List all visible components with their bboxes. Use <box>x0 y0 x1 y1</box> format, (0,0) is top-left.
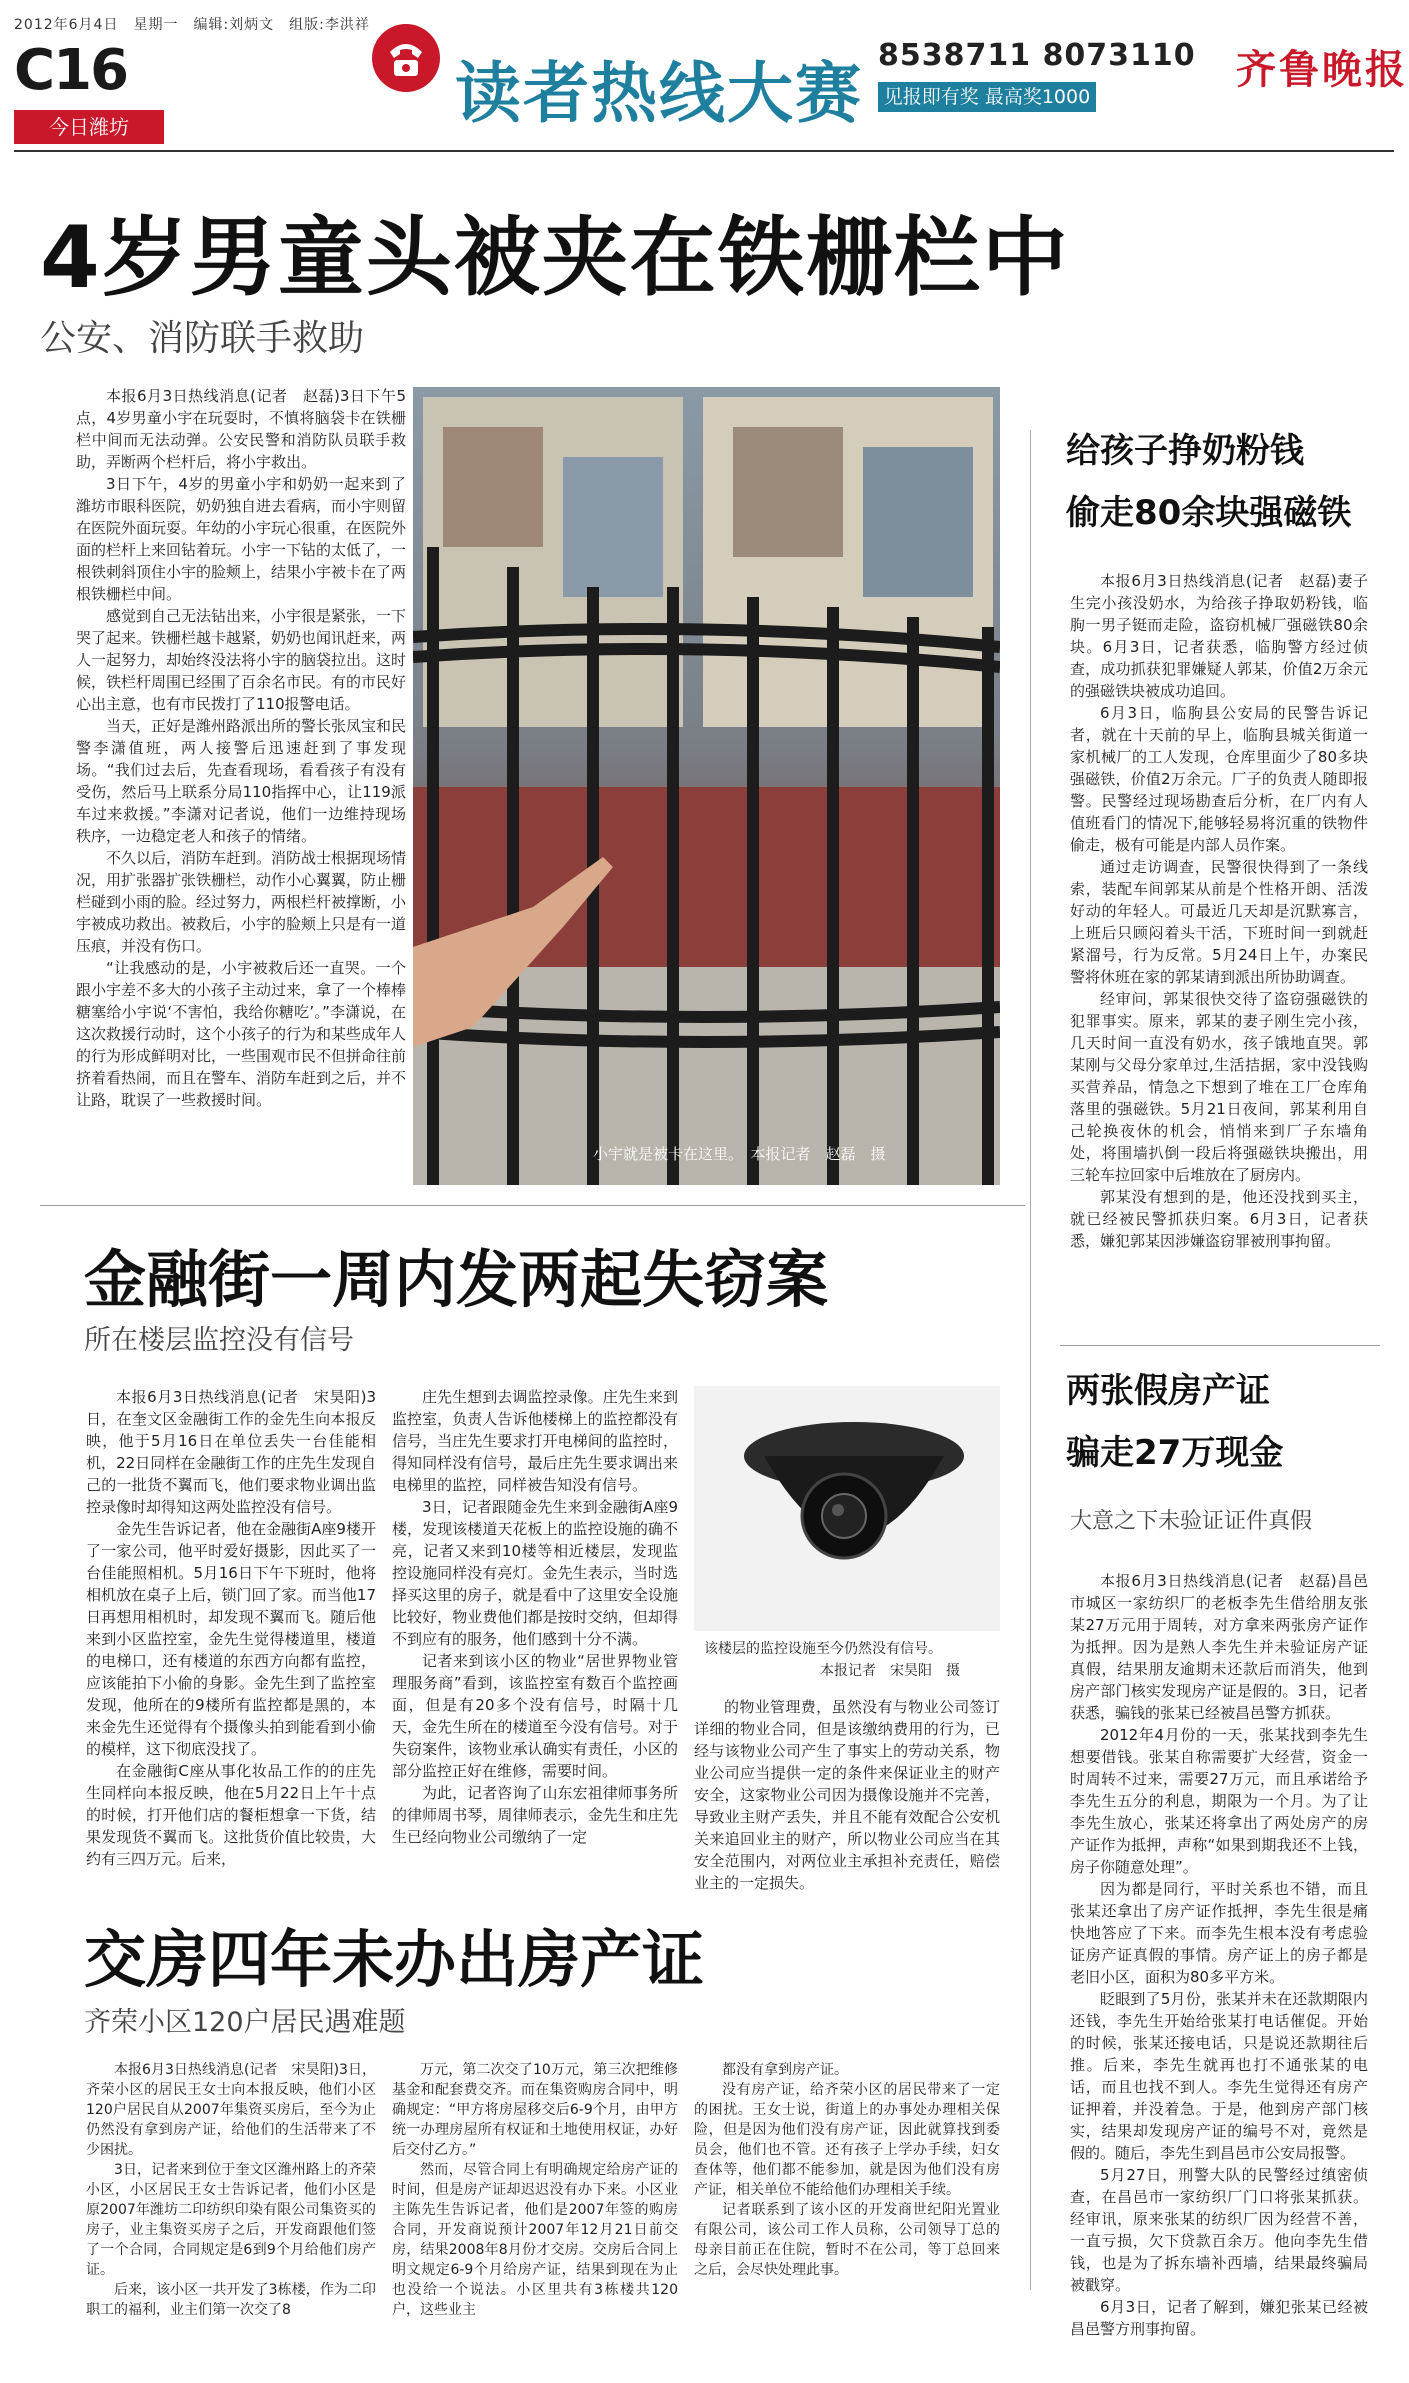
story2-paragraph: 本报6月3日热线消息(记者 宋昊阳)3日，在奎文区金融街工作的金先生向本报反映，他于5月16日在单位丢失一台佳能相机，22日同样在金融街工作的庄先生发现自己的一批货不翼而飞，他们要求物业调出监控录像时却得知这两处监控没有信号。 <box>86 1388 376 1516</box>
side1-paragraph: 通过走访调查，民警很快得到了一条线索，装配车间郭某从前是个性格开朗、活泼好动的年轻人。可最近几天却是沉默寡言，上班后只顾闷着头干活，下班时间一到就赶紧溜号，行为反常。5月24日上午，办案民警将休班在家的郭某请到派出所协助调查。 <box>1070 858 1368 986</box>
side2-paragraph: 6月3日，记者了解到，嫌犯张某已经被昌邑警方刑事拘留。 <box>1070 2298 1368 2338</box>
side-divider <box>1060 1345 1380 1346</box>
story1-paragraph: 本报6月3日热线消息(记者 赵磊)3日下午5点，4岁男童小宇在玩耍时，不慎将脑袋卡在铁栅栏中间而无法动弹。公安民警和消防队员联手救助，弄断两个栏杆后，将小宇救出。 <box>76 387 406 471</box>
story2-paragraph: 金先生告诉记者，他在金融街A座9楼开了一家公司，他平时爱好摄影，因此买了一台佳能照相机。5月16日下午下班时，他将相机放在桌子上后，锁门回了家。而当他17日再想用相机时，却发现不翼而飞。随后他来到小区监控室，金先生觉得楼道里，楼道的电梯口，还有楼道的东西方向都有监控，应该能拍下小偷的身影。金先生到了监控室发现，他所在的9楼所有监控都是黑的，本来金先生还觉得有个摄像头拍到能看到小偷的模样，这下彻底没找了。 <box>86 1520 376 1758</box>
story2-headline: 金融街一周内发两起失窃案 <box>84 1243 829 1316</box>
story3-col2 <box>392 2060 678 2320</box>
side2-paragraph: 本报6月3日热线消息(记者 赵磊)昌邑市城区一家纺织厂的老板李先生借给朋友张某27万元用于周转，对方拿来两张房产证作为抵押。因为是熟人李先生并未验证房产证真假，结果朋友逾期未还款后而消失，他到房产部门核实发现房产证是假的。3日，记者获悉，骗钱的张某已经被昌邑警方抓获。 <box>1070 1572 1368 1722</box>
story-divider <box>40 1205 1025 1206</box>
story1-photo <box>413 387 1000 1185</box>
story2-paragraph: 的物业管理费，虽然没有与物业公司签订详细的物业合同，但是该缴纳费用的行为，已经与该物业公司产生了事实上的劳动关系，物业公司应当提供一定的条件来保证业主的财产安全，这家物业公司因为摄像设施并不完善，导致业主财产丢失，并且不能有效配合公安机关来追回业主的财产，所以物业公司应当在其安全范围内，对两位业主承担补充责任，赔偿业主的一定损失。 <box>694 1698 1000 1892</box>
side1-title-line2: 偷走80余块强磁铁 <box>1066 493 1352 533</box>
story1-photo-caption: 小宇就是被卡在这里。 本报记者 赵磊 摄 <box>593 1145 886 1163</box>
story2-subhead: 所在楼层监控没有信号 <box>84 1325 354 1356</box>
story1-paragraph: “让我感动的是，小宇被救后还一直哭。一个跟小宇差不多大的小孩子主动过来，拿了一个棒棒糖塞给小宇说‘不害怕，我给你糖吃’。”李潇说，在这次救援行动时，这个小孩子的行为和某些成年人的行为形成鲜明对比，一些围观市民不但拼命往前挤着看热闹，而且在警车、消防车赶到之后，并不让路，耽误了一些救援时间。 <box>76 959 407 1109</box>
story2-col3 <box>694 1696 1000 1894</box>
story3-paragraph: 万元，第二次交了10万元，第三次把维修基金和配套费交齐。而在集资购房合同中，明确规定：“甲方将房屋移交后6-9个月，由甲方统一办理房屋所有权证和土地使用权证，办好后交付乙方。” <box>392 2062 678 2158</box>
hotline-phone: 8538711 8073110 <box>878 38 1196 73</box>
story1-paragraph: 感觉到自己无法钻出来，小宇很是紧张，一下哭了起来。铁栅栏越卡越紧，奶奶也闻讯赶来，两人一起努力，却始终没法将小宇的脑袋拉出。这时候，铁栏杆周围已经围了百余名市民。有的市民好心出主意，也有市民拨打了110报警电话。 <box>76 607 407 713</box>
side2-paragraph: 2012年4月份的一天，张某找到李先生想要借钱。张某自称需要扩大经营，资金一时周转不过来，需要27万元，而且承诺给予李先生五分的利息，期限为一个月。为了让李先生放心，张某还将拿出了两处房产的房产证作为抵押，声称“如果到期我还不上钱，房子你随意处理”。 <box>1070 1726 1368 1876</box>
column-divider <box>1030 430 1031 2290</box>
story1-paragraph: 3日下午，4岁的男童小宇和奶奶一起来到了潍坊市眼科医院，奶奶独自进去看病，而小宇则留在医院外面玩耍。年幼的小宇玩心很重，在医院外面的栏杆上来回钻着玩。小宇一下钻的太低了，一根铁刺斜顶住小宇的脸颊上，结果小宇被卡在了两根铁栅栏中间。 <box>76 475 407 603</box>
story3-headline: 交房四年未办出房产证 <box>84 1923 705 1996</box>
side2-title-line2: 骗走27万现金 <box>1066 1433 1284 1473</box>
story2-photo-caption: 该楼层的监控设施至今仍然没有信号。 <box>704 1641 942 1657</box>
section-label: 今日潍坊 <box>14 110 164 144</box>
side1-paragraph: 6月3日，临朐县公安局的民警告诉记者，就在十天前的早上，临朐县城关街道一家机械厂的工人发现，仓库里面少了80多块强磁铁，价值2万余元。厂子的负责人随即报警。民警经过现场勘查后分析，在厂内有人值班看门的情况下,能够轻易将沉重的铁物件偷走，极有可能是内部人员作案。 <box>1070 704 1368 854</box>
side1-paragraph: 经审问，郭某很快交待了盗窃强磁铁的犯罪事实。原来，郭某的妻子刚生完小孩，几天时间一直没有奶水，孩子饿地直哭。郭某刚与父母分家单过,生活拮据，家中没钱购买营养品，情急之下想到了堆在工厂仓库角落里的强磁铁。5月21日夜间，郭某利用自己轮换夜休的机会，悄悄来到厂子东墙角处，将围墙扒倒一段后将强磁铁块搬出，用三轮车拉回家中后堆放在了厨房内。 <box>1070 990 1368 1184</box>
story1-body <box>76 385 406 1111</box>
side2-title-line1: 两张假房产证 <box>1066 1371 1270 1411</box>
header-divider <box>14 150 1394 152</box>
side1-paragraph: 本报6月3日热线消息(记者 赵磊)妻子生完小孩没奶水，为给孩子挣取奶粉钱，临朐一男子铤而走险，盗窃机械厂强磁铁80余块。6月3日，记者获悉，临朐警方经过侦查，成功抓获犯罪嫌疑人郭某，价值2万余元的强磁铁块被成功追回。 <box>1070 572 1368 700</box>
story3-col3 <box>694 2060 1000 2280</box>
side2-paragraph: 5月27日，刑警大队的民警经过缜密侦查，在昌邑市一家纺织厂门口将张某抓获。经审讯，原来张某的纺织厂因为经营不善，一直亏损，欠下贷款百余万。他向李先生借钱，也是为了拆东墙补西墙，结果最终骗局被戳穿。 <box>1070 2166 1368 2294</box>
story2-paragraph: 3日，记者跟随金先生来到金融街A座9楼，发现该楼道天花板上的监控设施的确不亮，记者又来到10楼等相近楼层，发现监控设施同样没有亮灯。金先生表示，当时选择买这里的房子，就是看中了这里安全设施比较好，物业费他们都是按时交纳，但却得不到应有的服务，他们感到十分不满。 <box>392 1498 678 1648</box>
hotline-title: 读者热线大赛 <box>455 55 863 132</box>
story2-paragraph: 在金融街C座从事化妆品工作的的庄先生同样向本报反映，他在5月22日上午十点的时候，打开他们店的餐柜想拿一下货，结果发现货不翼而飞。这批货价值比较贵，大约有三四万元。后来， <box>86 1762 376 1868</box>
story2-col1 <box>86 1386 376 1870</box>
side1-paragraph: 郭某没有想到的是，他还没找到买主，就已经被民警抓获归案。6月3日，记者获悉，嫌犯郭某因涉嫌盗窃罪被刑事拘留。 <box>1070 1188 1368 1250</box>
story3-subhead: 齐荣小区120户居民遇难题 <box>84 2007 406 2038</box>
side2-paragraph: 眨眼到了5月份，张某并未在还款期限内还钱，李先生开始给张某打电话催促。开始的时候，张某还接电话，只是说还款期往后推。后来，李先生就再也打不通张某的电话，而且也找不到人。李先生觉得还有房产证押着，并没着急。于是，他到房产部门核实，结果却发现房产证的编号不对，竟然是假的。随后，李先生到昌邑市公安局报警。 <box>1070 1990 1368 2162</box>
story3-paragraph: 然而，尽管合同上有明确规定给房产证的时间，但是房产证却迟迟没有办下来。小区业主陈先生告诉记者，他们是2007年签的购房合同，开发商说预计2007年12月21日前交房，结果2008年8月份才交房。交房后合同上明文规定6-9个月给房产证，结果到现在为止也没给一个说法。小区里共有3栋楼共120户，这些业主 <box>392 2162 678 2318</box>
side1-body <box>1070 570 1368 1252</box>
date-line: 2012年6月4日 星期一 编辑:刘炳文 组版:李洪祥 <box>14 17 370 33</box>
story1-paragraph: 当天，正好是潍州路派出所的警长张凤宝和民警李潇值班，两人接警后迅速赶到了事发现场。“我们过去后，先查看现场，看看孩子有没有受伤，然后马上联系分局110指挥中心，让119派车过来救援。”李潇对记者说，他们一边维持现场秩序，一边稳定老人和孩子的情绪。 <box>76 717 407 845</box>
page-number: C16 <box>14 38 128 103</box>
telephone-icon <box>370 22 442 94</box>
story2-paragraph: 为此，记者咨询了山东宏祖律师事务所的律师周书琴，周律师表示，金先生和庄先生已经向物业公司缴纳了一定 <box>392 1784 678 1846</box>
story3-paragraph: 本报6月3日热线消息(记者 宋昊阳)3日，齐荣小区的居民王女士向本报反映，他们小区120户居民自从2007年集资买房后，至今为止仍然没有拿到房产证，给他们的生活带来了不少困扰。 <box>86 2062 376 2158</box>
story1-headline: 4岁男童头被夹在铁栅栏中 <box>40 208 1070 308</box>
story3-paragraph: 都没有拿到房产证。 <box>722 2062 848 2078</box>
story2-col2 <box>392 1386 678 1848</box>
story2-paragraph: 庄先生想到去调监控录像。庄先生来到监控室，负责人告诉他楼梯上的监控都没有信号，当庄先生要求打开电梯间的监控时，得知同样没有信号，最后庄先生要求调出来电梯里的监控，同样被告知没有信号。 <box>392 1388 678 1494</box>
side1-title-line1: 给孩子挣奶粉钱 <box>1066 431 1304 471</box>
story1-paragraph: 不久以后，消防车赶到。消防战士根据现场情况，用扩张器扩张铁栅栏，动作小心翼翼，防止栅栏碰到小雨的脸。经过努力，两根栏杆被撑断，小宇被成功救出。被救后，小宇的脸颊上只是有一道压痕，并没有伤口。 <box>76 849 407 955</box>
story3-paragraph: 后来，该小区一共开发了3栋楼，作为二印职工的福利，业主们第一次交了8 <box>86 2282 376 2318</box>
story2-photo-credit: 本报记者 宋昊阳 摄 <box>820 1663 960 1679</box>
side2-subhead: 大意之下未验证证件真假 <box>1070 1509 1313 1534</box>
story2-photo <box>694 1386 1000 1631</box>
hotline-subtitle: 见报即有奖 最高奖1000元 <box>878 82 1096 112</box>
story2-paragraph: 记者来到该小区的物业“居世界物业管理服务商”看到，该监控室有数百个监控画面，但是有20多个没有信号，时隔十几天，金先生所在的楼道至今没有信号。对于失窃案件，该物业承认确实有责任，小区的部分监控正好在维修，需要时间。 <box>392 1652 678 1780</box>
story1-subhead: 公安、消防联手救助 <box>40 318 365 359</box>
security-camera-image <box>694 1386 1000 1631</box>
story3-col1 <box>86 2060 376 2320</box>
story3-paragraph: 记者联系到了该小区的开发商世纪阳光置业有限公司，该公司工作人员称，公司领导丁总的母亲目前正在住院，暂时不在公司，等丁总回来之后，会尽快处理此事。 <box>694 2202 1000 2278</box>
paper-logo: 齐鲁晚报 <box>1236 46 1408 93</box>
fence-photo-image <box>413 387 1000 1185</box>
side2-paragraph: 因为都是同行，平时关系也不错，而且张某还拿出了房产证作抵押，李先生很是痛快地答应了下来。而李先生根本没有考虑验证房产证真假的事情。房产证上的房子都是老旧小区，面积为80多平方米。 <box>1070 1880 1368 1986</box>
story3-paragraph: 没有房产证，给齐荣小区的居民带来了一定的困扰。王女士说，街道上的办事处办理相关保险，但是因为他们没有房产证，因此就算找到委员会，他们也不管。还有孩子上学办手续，妇女查体等，他们都不能参加，就是因为他们没有房产证，相关单位不能给他们办理相关手续。 <box>694 2082 1000 2198</box>
side2-body <box>1070 1570 1368 2340</box>
story3-paragraph: 3日，记者来到位于奎文区潍州路上的齐荣小区，小区居民王女士告诉记者，他们小区是原2007年潍坊二印纺织印染有限公司集资买的房子，业主集资买房子之后，开发商跟他们签了一个合同，合同规定是6到9个月给他们房产证。 <box>86 2162 376 2278</box>
